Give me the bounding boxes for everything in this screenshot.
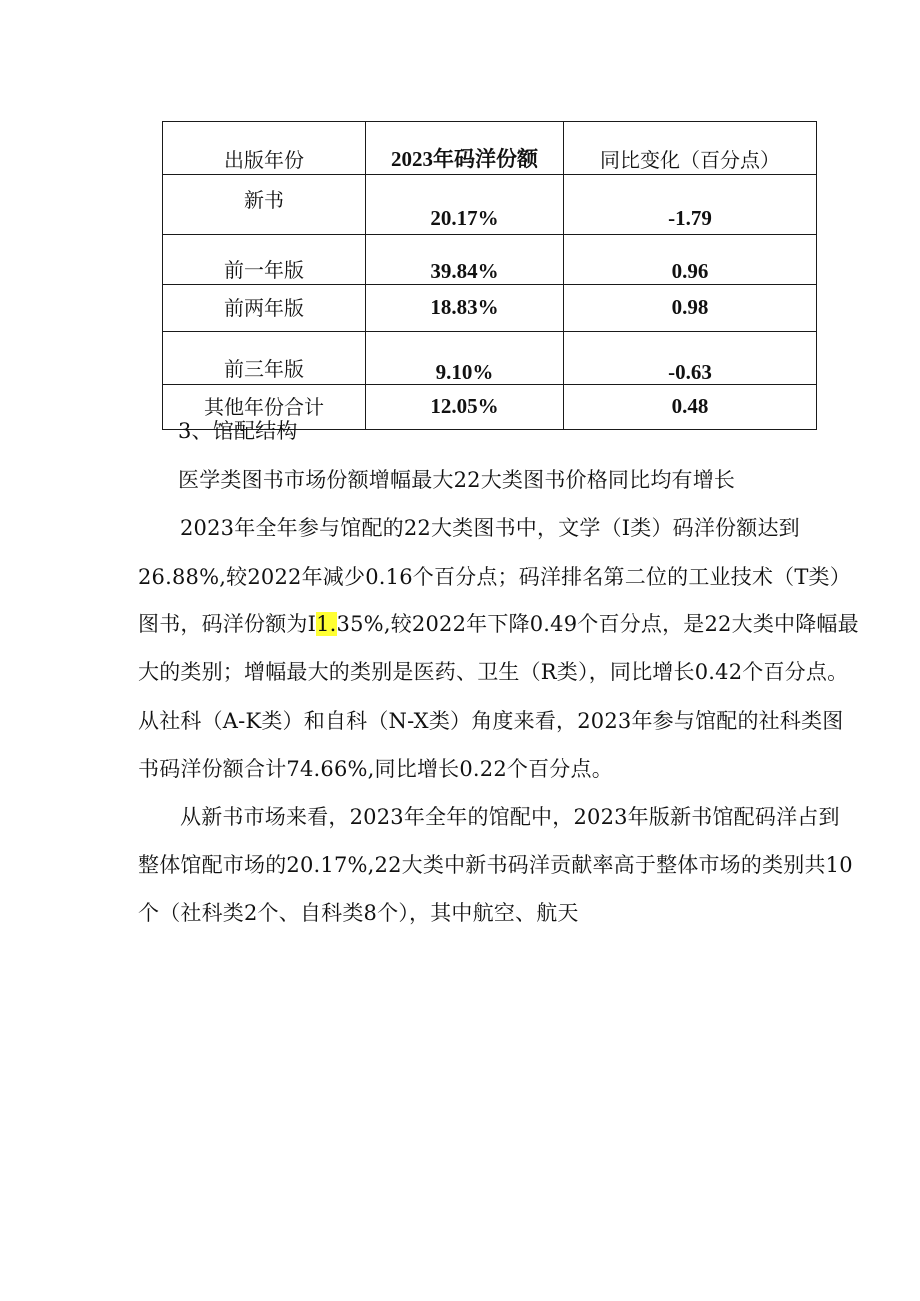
row-label: 前两年版 <box>163 285 366 332</box>
header-share-2023 <box>366 122 564 175</box>
paragraph-1-line-1: 2023年全年参与馆配的22大类图书中，文学（I类）码洋份额达到 <box>180 516 800 540</box>
section-heading: 3、馆配结构 <box>178 419 298 443</box>
row-change: 0.96 <box>564 235 817 285</box>
row-label: 前一年版 <box>163 235 366 285</box>
row-change: 0.98 <box>564 285 817 332</box>
row-share: 12.05% <box>366 385 564 430</box>
table-row <box>163 332 817 385</box>
table-header-row <box>163 122 817 175</box>
row-share: 39.84% <box>366 235 564 285</box>
paragraph-1-line-3-end: 35%,较2022年下降0.49个百分点，是22大类中降幅最 <box>336 612 859 636</box>
row-label: 其他年份合计 <box>163 385 366 430</box>
header-share-text: 2023年码洋份额 <box>391 146 538 171</box>
section-subheading: 医学类图书市场份额增幅最大22大类图书价格同比均有增长 <box>178 468 736 492</box>
paragraph-2-line-3: 个（社科类2个、自科类8个），其中航空、航天 <box>138 901 579 925</box>
table-row <box>163 285 817 332</box>
paragraph-1-line-3 <box>138 609 859 639</box>
row-share: 9.10% <box>366 332 564 385</box>
paragraph-1-line-3-start: 图书，码洋份额为I <box>138 612 317 636</box>
table-row <box>163 175 817 235</box>
table-row <box>163 235 817 285</box>
row-share: 18.83% <box>366 285 564 332</box>
paragraph-1-line-5: 从社科（A-K类）和自科（N-X类）角度来看，2023年参与馆配的社科类图 <box>138 709 844 733</box>
row-change: -1.79 <box>564 175 817 235</box>
row-share: 20.17% <box>366 175 564 235</box>
row-label: 新书 <box>163 175 366 235</box>
paragraph-2-line-2: 整体馆配市场的20.17%,22大类中新书码洋贡献率高于整体市场的类别共10 <box>138 853 853 877</box>
highlighted-text: 1. <box>316 612 337 636</box>
header-publication-year: 出版年份 <box>163 122 366 175</box>
row-change: -0.63 <box>564 332 817 385</box>
paragraph-2-line-1: 从新书市场来看，2023年全年的馆配中，2023年版新书馆配码洋占到 <box>180 805 840 829</box>
publication-year-table <box>162 121 817 430</box>
paragraph-1-line-6: 书码洋份额合计74.66%,同比增长0.22个百分点。 <box>138 757 613 781</box>
row-change: 0.48 <box>564 385 817 430</box>
header-yoy-change: 同比变化（百分点） <box>564 122 817 175</box>
paragraph-1-line-4: 大的类别；增幅最大的类别是医药、卫生（R类），同比增长0.42个百分点。 <box>138 660 849 684</box>
row-label: 前三年版 <box>163 332 366 385</box>
paragraph-1-line-2: 26.88%,较2022年减少0.16个百分点；码洋排名第二位的工业技术（T类） <box>138 565 851 589</box>
